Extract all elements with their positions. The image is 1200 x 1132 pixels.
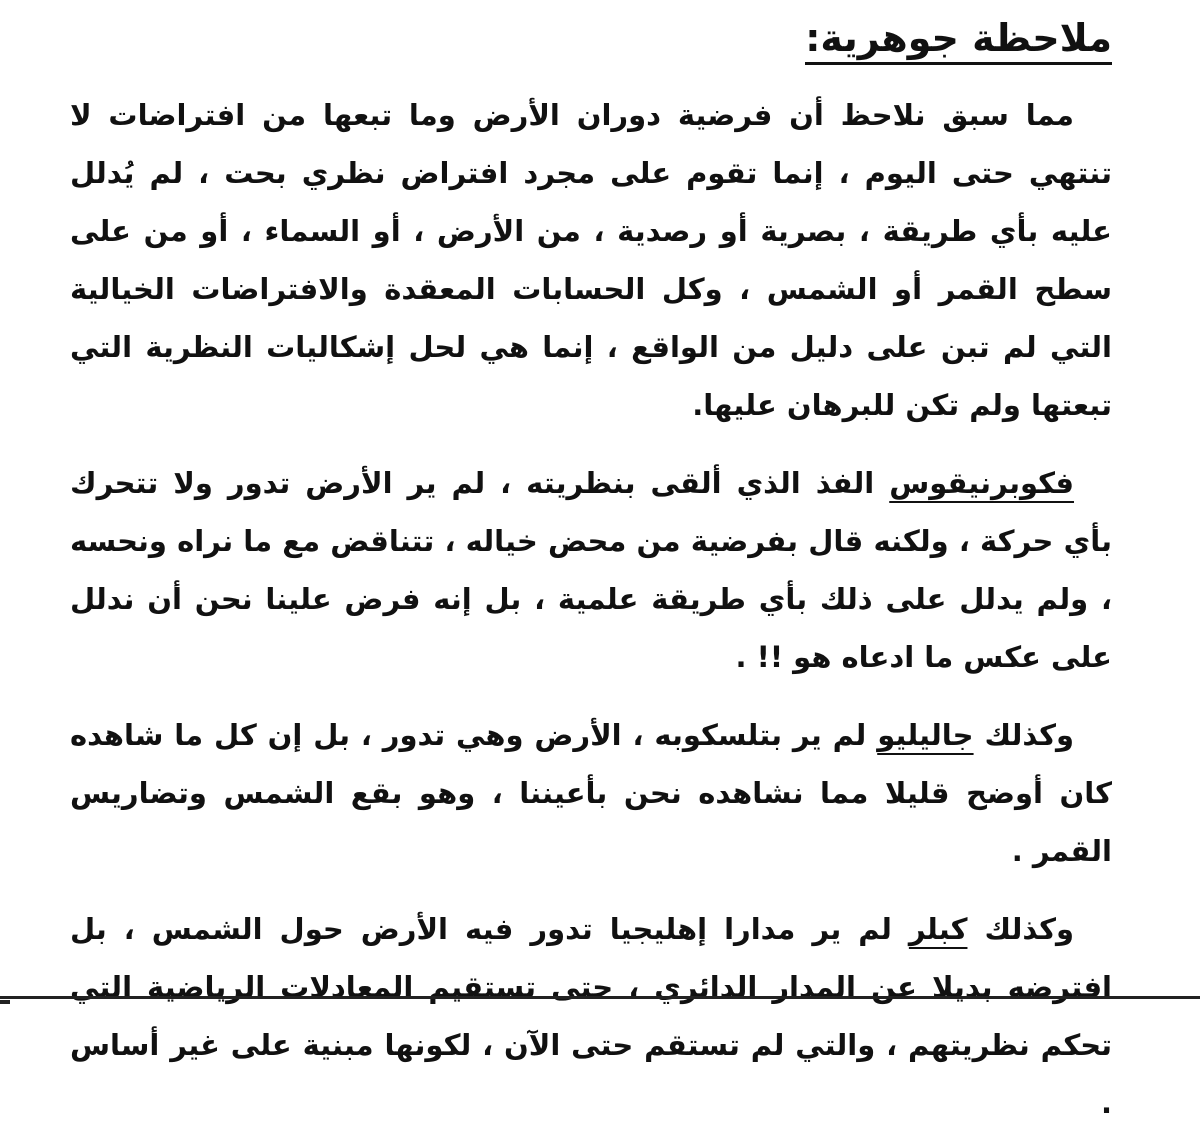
section-heading bbox=[70, 8, 1112, 68]
heading-text: ملاحظة جوهرية: bbox=[805, 16, 1112, 65]
paragraph-galileo bbox=[70, 706, 1112, 880]
paragraph-copernicus-text: الفذ الذي ألقى بنظريته ، لم ير الأرض تدور ولا تتحرك بأي حركة ، ولكنه قال بفرضية من محض خياله ، تتناقض مع ما نراه ونحسه ، ولم يدلل على ذلك بأي طريقة علمية ، بل إنه فرض علينا نحن أن ندلل على عكس ما ادعاه هو !! . bbox=[70, 466, 1112, 674]
document-page bbox=[70, 8, 1112, 1120]
paragraph-kepler bbox=[70, 900, 1112, 1132]
scan-edge-mark bbox=[0, 1000, 10, 1004]
paragraph-intro: مما سبق نلاحظ أن فرضية دوران الأرض وما تبعها من افتراضات لا تنتهي حتى اليوم ، إنما تقوم على مجرد افتراض نظري بحت ، لم يُدلل عليه بأي طريقة ، بصرية أو رصدية ، من الأرض ، أو السماء ، أو من على سطح القمر أو الشمس ، وكل الحسابات المعقدة والافتراضات الخيالية التي لم تبن على دليل من الواقع ، إنما هي لحل إشكاليات النظرية التي تبعتها ولم تكن للبرهان عليها. bbox=[70, 98, 1112, 422]
paragraph-kepler-lead: وكذلك bbox=[967, 912, 1074, 946]
name-copernicus: فكوبرنيقوس bbox=[889, 466, 1074, 500]
paragraph-galileo-lead: وكذلك bbox=[973, 718, 1074, 752]
name-galileo: جاليليو bbox=[877, 718, 974, 752]
name-kepler: كبلر bbox=[908, 912, 968, 946]
paragraph-galileo-text: لم ير بتلسكوبه ، الأرض وهي تدور ، بل إن كل ما شاهده كان أوضح قليلا مما نشاهده نحن بأعيننا ، وهو بقع الشمس وتضاريس القمر . bbox=[70, 718, 1112, 868]
footer-divider bbox=[0, 996, 1200, 999]
paragraph-kepler-text: لم ير مدارا إهليجيا تدور فيه الأرض حول الشمس ، بل افترضه بديلا عن المدار الدائري ، حتى تستقيم المعادلات الرياضية التي تحكم نظريتهم ، والتي لم تستقم حتى الآن ، لكونها مبنية على غير أساس . bbox=[70, 912, 1112, 1120]
paragraph-copernicus bbox=[70, 454, 1112, 686]
